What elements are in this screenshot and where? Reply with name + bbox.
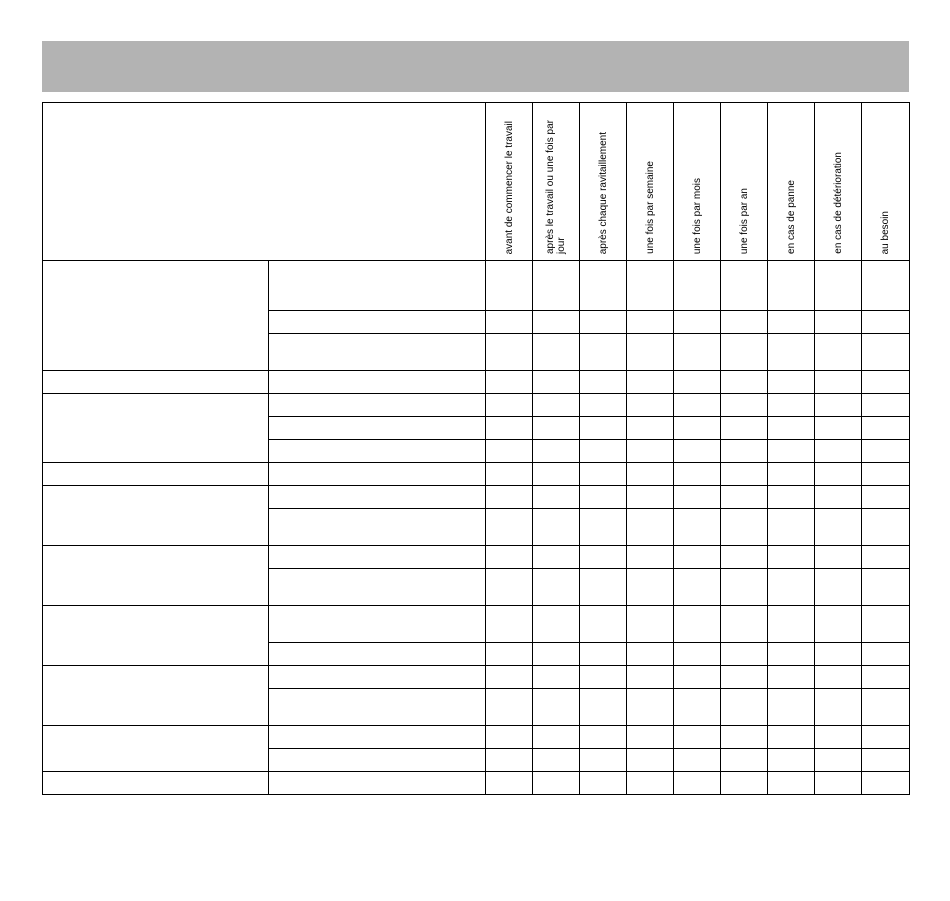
table-row bbox=[43, 606, 910, 643]
group-label-cell bbox=[43, 546, 269, 606]
column-header-label: après chaque ravitaillement bbox=[597, 131, 609, 254]
checkbox-cell[interactable] bbox=[533, 666, 580, 689]
checkbox-cell[interactable] bbox=[768, 417, 815, 440]
checkbox-cell[interactable] bbox=[486, 261, 533, 311]
checkbox-cell[interactable] bbox=[721, 463, 768, 486]
row-label-cell bbox=[269, 569, 486, 606]
checkbox-cell[interactable] bbox=[674, 334, 721, 371]
checkbox-cell[interactable] bbox=[721, 569, 768, 606]
column-header bbox=[815, 103, 862, 261]
checkbox-cell[interactable] bbox=[862, 486, 910, 509]
checkbox-cell[interactable] bbox=[768, 606, 815, 643]
checkbox-cell[interactable] bbox=[533, 417, 580, 440]
checkbox-cell[interactable] bbox=[580, 371, 627, 394]
column-header-label: après le travail ou une fois par jour bbox=[545, 120, 567, 254]
checkbox-cell[interactable] bbox=[627, 463, 674, 486]
checkbox-cell[interactable] bbox=[815, 394, 862, 417]
checkbox-cell[interactable] bbox=[768, 440, 815, 463]
checkbox-cell[interactable] bbox=[815, 509, 862, 546]
checkbox-cell[interactable] bbox=[627, 261, 674, 311]
checkbox-cell[interactable] bbox=[815, 606, 862, 643]
checkbox-cell[interactable] bbox=[674, 509, 721, 546]
checkbox-cell[interactable] bbox=[533, 311, 580, 334]
row-label-cell bbox=[269, 311, 486, 334]
checkbox-cell[interactable] bbox=[768, 666, 815, 689]
row-label-cell bbox=[269, 371, 486, 394]
checkbox-cell[interactable] bbox=[768, 772, 815, 795]
checkbox-cell[interactable] bbox=[862, 749, 910, 772]
checkbox-cell[interactable] bbox=[533, 772, 580, 795]
column-header-label: une fois par semaine bbox=[644, 161, 656, 254]
checkbox-cell[interactable] bbox=[674, 569, 721, 606]
checkbox-cell[interactable] bbox=[862, 643, 910, 666]
checkbox-cell[interactable] bbox=[768, 371, 815, 394]
checkbox-cell[interactable] bbox=[580, 417, 627, 440]
checkbox-cell[interactable] bbox=[580, 463, 627, 486]
checkbox-cell[interactable] bbox=[627, 772, 674, 795]
group-label-cell bbox=[43, 394, 269, 463]
checkbox-cell[interactable] bbox=[768, 486, 815, 509]
checkbox-cell[interactable] bbox=[862, 772, 910, 795]
checkbox-cell[interactable] bbox=[815, 261, 862, 311]
checkbox-cell[interactable] bbox=[721, 749, 768, 772]
column-header-label: une fois par mois bbox=[691, 177, 703, 254]
checkbox-cell[interactable] bbox=[486, 749, 533, 772]
checkbox-cell[interactable] bbox=[533, 726, 580, 749]
column-header-label: en cas de panne bbox=[785, 180, 797, 254]
checkbox-cell[interactable] bbox=[627, 643, 674, 666]
checkbox-cell[interactable] bbox=[486, 772, 533, 795]
checkbox-cell[interactable] bbox=[486, 509, 533, 546]
checkbox-cell[interactable] bbox=[674, 546, 721, 569]
row-label-cell bbox=[269, 509, 486, 546]
column-header bbox=[862, 103, 910, 261]
checkbox-cell[interactable] bbox=[580, 643, 627, 666]
group-label-cell bbox=[43, 261, 269, 371]
checkbox-cell[interactable] bbox=[721, 689, 768, 726]
checkbox-cell[interactable] bbox=[533, 546, 580, 569]
checkbox-cell[interactable] bbox=[674, 311, 721, 334]
group-label-cell bbox=[43, 666, 269, 726]
checkbox-cell[interactable] bbox=[533, 606, 580, 643]
checkbox-cell[interactable] bbox=[533, 261, 580, 311]
checkbox-cell[interactable] bbox=[674, 606, 721, 643]
row-label-cell bbox=[269, 666, 486, 689]
checkbox-cell[interactable] bbox=[815, 749, 862, 772]
checkbox-cell[interactable] bbox=[486, 606, 533, 643]
checkbox-cell[interactable] bbox=[815, 334, 862, 371]
column-header bbox=[674, 103, 721, 261]
checkbox-cell[interactable] bbox=[768, 726, 815, 749]
checkbox-cell[interactable] bbox=[721, 334, 768, 371]
column-header-label: avant de commencer le travail bbox=[503, 120, 515, 254]
group-label-cell bbox=[43, 463, 269, 486]
checkbox-cell[interactable] bbox=[815, 440, 862, 463]
checkbox-cell[interactable] bbox=[815, 371, 862, 394]
maintenance-table bbox=[42, 102, 910, 795]
row-label-cell bbox=[269, 643, 486, 666]
group-label-cell bbox=[43, 726, 269, 772]
checkbox-cell[interactable] bbox=[674, 689, 721, 726]
checkbox-cell[interactable] bbox=[768, 546, 815, 569]
row-label-cell bbox=[269, 689, 486, 726]
table-row bbox=[43, 394, 910, 417]
checkbox-cell[interactable] bbox=[580, 772, 627, 795]
checkbox-cell[interactable] bbox=[533, 463, 580, 486]
checkbox-cell[interactable] bbox=[674, 772, 721, 795]
checkbox-cell[interactable] bbox=[627, 546, 674, 569]
checkbox-cell[interactable] bbox=[533, 689, 580, 726]
checkbox-cell[interactable] bbox=[627, 311, 674, 334]
checkbox-cell[interactable] bbox=[721, 417, 768, 440]
checkbox-cell[interactable] bbox=[627, 726, 674, 749]
checkbox-cell[interactable] bbox=[627, 334, 674, 371]
group-label-cell bbox=[43, 772, 269, 795]
checkbox-cell[interactable] bbox=[533, 394, 580, 417]
column-header bbox=[580, 103, 627, 261]
checkbox-cell[interactable] bbox=[674, 726, 721, 749]
checkbox-cell[interactable] bbox=[486, 726, 533, 749]
column-header-label: au besoin bbox=[880, 210, 891, 254]
checkbox-cell[interactable] bbox=[580, 486, 627, 509]
row-label-cell bbox=[269, 749, 486, 772]
column-header-label: une fois par an bbox=[738, 187, 750, 254]
checkbox-cell[interactable] bbox=[768, 643, 815, 666]
group-label-cell bbox=[43, 371, 269, 394]
row-label-cell bbox=[269, 417, 486, 440]
checkbox-cell[interactable] bbox=[580, 606, 627, 643]
checkbox-cell[interactable] bbox=[721, 643, 768, 666]
checkbox-cell[interactable] bbox=[721, 371, 768, 394]
checkbox-cell[interactable] bbox=[627, 371, 674, 394]
column-header bbox=[721, 103, 768, 261]
checkbox-cell[interactable] bbox=[862, 606, 910, 643]
checkbox-cell[interactable] bbox=[721, 772, 768, 795]
checkbox-cell[interactable] bbox=[627, 394, 674, 417]
checkbox-cell[interactable] bbox=[721, 509, 768, 546]
checkbox-cell[interactable] bbox=[580, 726, 627, 749]
checkbox-cell[interactable] bbox=[768, 689, 815, 726]
checkbox-cell[interactable] bbox=[580, 311, 627, 334]
column-header bbox=[768, 103, 815, 261]
checkbox-cell[interactable] bbox=[815, 643, 862, 666]
row-label-cell bbox=[269, 463, 486, 486]
checkbox-cell[interactable] bbox=[486, 371, 533, 394]
checkbox-cell[interactable] bbox=[533, 334, 580, 371]
checkbox-cell[interactable] bbox=[580, 666, 627, 689]
checkbox-cell[interactable] bbox=[580, 261, 627, 311]
table-row bbox=[43, 486, 910, 509]
checkbox-cell[interactable] bbox=[862, 261, 910, 311]
checkbox-cell[interactable] bbox=[721, 726, 768, 749]
checkbox-cell[interactable] bbox=[768, 749, 815, 772]
header-band bbox=[42, 41, 909, 92]
checkbox-cell[interactable] bbox=[862, 394, 910, 417]
checkbox-cell[interactable] bbox=[862, 334, 910, 371]
checkbox-cell[interactable] bbox=[674, 440, 721, 463]
row-label-cell bbox=[269, 772, 486, 795]
row-label-cell bbox=[269, 486, 486, 509]
row-label-cell bbox=[269, 440, 486, 463]
row-label-cell bbox=[269, 606, 486, 643]
corner-cell bbox=[43, 103, 486, 261]
checkbox-cell[interactable] bbox=[627, 486, 674, 509]
checkbox-cell[interactable] bbox=[862, 546, 910, 569]
checkbox-cell[interactable] bbox=[580, 689, 627, 726]
checkbox-cell[interactable] bbox=[721, 606, 768, 643]
checkbox-cell[interactable] bbox=[815, 546, 862, 569]
checkbox-cell[interactable] bbox=[721, 311, 768, 334]
checkbox-cell[interactable] bbox=[674, 417, 721, 440]
checkbox-cell[interactable] bbox=[674, 666, 721, 689]
checkbox-cell[interactable] bbox=[768, 311, 815, 334]
checkbox-cell[interactable] bbox=[486, 666, 533, 689]
checkbox-cell[interactable] bbox=[486, 440, 533, 463]
checkbox-cell[interactable] bbox=[533, 440, 580, 463]
checkbox-cell[interactable] bbox=[627, 569, 674, 606]
checkbox-cell[interactable] bbox=[815, 772, 862, 795]
checkbox-cell[interactable] bbox=[627, 749, 674, 772]
checkbox-cell[interactable] bbox=[580, 334, 627, 371]
group-label-cell bbox=[43, 486, 269, 546]
checkbox-cell[interactable] bbox=[533, 509, 580, 546]
checkbox-cell[interactable] bbox=[815, 486, 862, 509]
checkbox-cell[interactable] bbox=[768, 394, 815, 417]
checkbox-cell[interactable] bbox=[533, 643, 580, 666]
checkbox-cell[interactable] bbox=[721, 486, 768, 509]
table-row bbox=[43, 546, 910, 569]
checkbox-cell[interactable] bbox=[721, 440, 768, 463]
checkbox-cell[interactable] bbox=[627, 606, 674, 643]
column-header bbox=[486, 103, 533, 261]
table-row bbox=[43, 371, 910, 394]
checkbox-cell[interactable] bbox=[721, 261, 768, 311]
table-row bbox=[43, 463, 910, 486]
checkbox-cell[interactable] bbox=[580, 569, 627, 606]
checkbox-cell[interactable] bbox=[627, 509, 674, 546]
checkbox-cell[interactable] bbox=[533, 749, 580, 772]
checkbox-cell[interactable] bbox=[486, 463, 533, 486]
checkbox-cell[interactable] bbox=[674, 261, 721, 311]
checkbox-cell[interactable] bbox=[862, 726, 910, 749]
row-label-cell bbox=[269, 394, 486, 417]
checkbox-cell[interactable] bbox=[815, 311, 862, 334]
checkbox-cell[interactable] bbox=[674, 463, 721, 486]
row-label-cell bbox=[269, 726, 486, 749]
row-label-cell bbox=[269, 261, 486, 311]
checkbox-cell[interactable] bbox=[862, 417, 910, 440]
checkbox-cell[interactable] bbox=[815, 689, 862, 726]
checkbox-cell[interactable] bbox=[674, 486, 721, 509]
row-label-cell bbox=[269, 334, 486, 371]
checkbox-cell[interactable] bbox=[862, 371, 910, 394]
checkbox-cell[interactable] bbox=[486, 334, 533, 371]
checkbox-cell[interactable] bbox=[815, 417, 862, 440]
checkbox-cell[interactable] bbox=[862, 569, 910, 606]
table-body bbox=[43, 261, 910, 795]
checkbox-cell[interactable] bbox=[580, 394, 627, 417]
checkbox-cell[interactable] bbox=[674, 394, 721, 417]
column-header bbox=[627, 103, 674, 261]
checkbox-cell[interactable] bbox=[768, 334, 815, 371]
checkbox-cell[interactable] bbox=[768, 509, 815, 546]
checkbox-cell[interactable] bbox=[862, 689, 910, 726]
checkbox-cell[interactable] bbox=[627, 440, 674, 463]
checkbox-cell[interactable] bbox=[486, 417, 533, 440]
checkbox-cell[interactable] bbox=[674, 371, 721, 394]
checkbox-cell[interactable] bbox=[721, 394, 768, 417]
checkbox-cell[interactable] bbox=[768, 261, 815, 311]
checkbox-cell[interactable] bbox=[862, 463, 910, 486]
checkbox-cell[interactable] bbox=[533, 569, 580, 606]
checkbox-cell[interactable] bbox=[768, 463, 815, 486]
row-label-cell bbox=[269, 546, 486, 569]
checkbox-cell[interactable] bbox=[486, 486, 533, 509]
checkbox-cell[interactable] bbox=[533, 486, 580, 509]
checkbox-cell[interactable] bbox=[862, 311, 910, 334]
column-header-row bbox=[43, 103, 910, 261]
checkbox-cell[interactable] bbox=[768, 569, 815, 606]
checkbox-cell[interactable] bbox=[815, 726, 862, 749]
checkbox-cell[interactable] bbox=[721, 546, 768, 569]
group-label-cell bbox=[43, 606, 269, 666]
checkbox-cell[interactable] bbox=[862, 666, 910, 689]
table-row bbox=[43, 726, 910, 749]
column-header-label: en cas de détérioration bbox=[832, 152, 844, 254]
checkbox-cell[interactable] bbox=[486, 569, 533, 606]
checkbox-cell[interactable] bbox=[486, 311, 533, 334]
checkbox-cell[interactable] bbox=[580, 509, 627, 546]
checkbox-cell[interactable] bbox=[486, 546, 533, 569]
checkbox-cell[interactable] bbox=[627, 417, 674, 440]
table-row bbox=[43, 772, 910, 795]
table-row bbox=[43, 261, 910, 311]
checkbox-cell[interactable] bbox=[674, 643, 721, 666]
column-header bbox=[533, 103, 580, 261]
checkbox-cell[interactable] bbox=[815, 463, 862, 486]
checkbox-cell[interactable] bbox=[627, 689, 674, 726]
checkbox-cell[interactable] bbox=[580, 440, 627, 463]
checkbox-cell[interactable] bbox=[815, 666, 862, 689]
table-row bbox=[43, 666, 910, 689]
checkbox-cell[interactable] bbox=[674, 749, 721, 772]
checkbox-cell[interactable] bbox=[627, 666, 674, 689]
checkbox-cell[interactable] bbox=[533, 371, 580, 394]
checkbox-cell[interactable] bbox=[486, 689, 533, 726]
checkbox-cell[interactable] bbox=[815, 569, 862, 606]
checkbox-cell[interactable] bbox=[862, 440, 910, 463]
checkbox-cell[interactable] bbox=[486, 394, 533, 417]
checkbox-cell[interactable] bbox=[580, 749, 627, 772]
checkbox-cell[interactable] bbox=[580, 546, 627, 569]
checkbox-cell[interactable] bbox=[862, 509, 910, 546]
checkbox-cell[interactable] bbox=[486, 643, 533, 666]
checkbox-cell[interactable] bbox=[721, 666, 768, 689]
